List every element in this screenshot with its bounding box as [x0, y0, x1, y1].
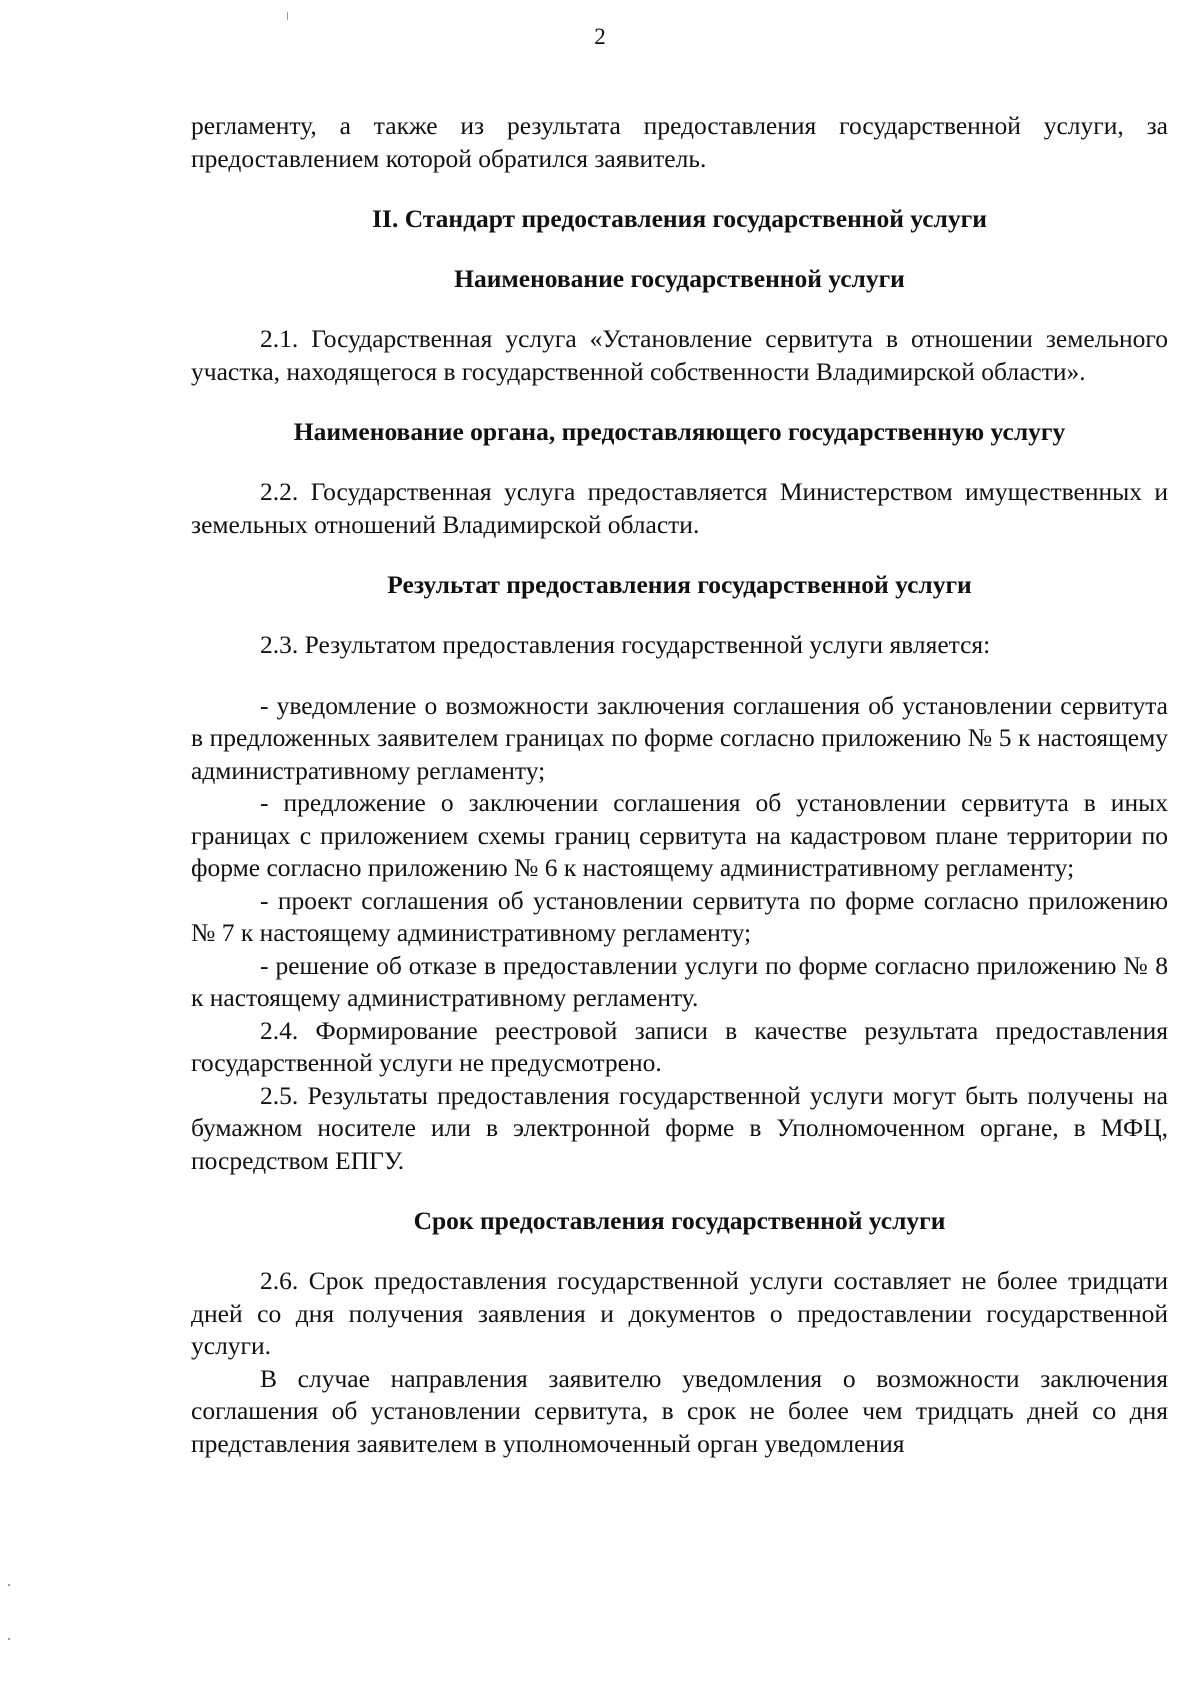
paragraph-2-6-continued: В случае направления заявителю уведомления о возможности заключения соглашения об установлении сервитута, в срок не более чем тридцать дней со дня представления заявителем в уполномоченный орган уведомления	[191, 1363, 1168, 1458]
scan-artifact	[8, 1638, 10, 1640]
list-item-draft-agreement: - проект соглашения об установлении сервитута по форме согласно приложению № 7 к настоящему административному регламенту;	[191, 885, 1168, 947]
paragraph-2-3: 2.3. Результатом предоставления государственной услуги является:	[260, 630, 991, 659]
scan-artifact	[8, 1584, 10, 1586]
paragraph-2-5: 2.5. Результаты предоставления государственной услуги могут быть получены на бумажном носителе или в электронной форме в Уполномоченном органе, в МФЦ, посредством ЕПГУ.	[191, 1080, 1168, 1175]
heading-result: Результат предоставления государственной услуги	[387, 570, 972, 599]
document-body	[191, 110, 1168, 1460]
paragraph-intro: регламенту, а также из результата предоставления государственной услуги, за предоставлением которой обратился заявитель.	[191, 111, 1168, 173]
paragraph-2-4: 2.4. Формирование реестровой записи в качестве результата предоставления государственной услуги не предусмотрено.	[191, 1015, 1168, 1077]
paragraph-2-2: 2.2. Государственная услуга предоставляется Министерством имущественных и земельных отношений Владимирской области.	[191, 477, 1168, 539]
heading-authority: Наименование органа, предоставляющего государственную услугу	[293, 417, 1066, 446]
section-title: II. Стандарт предоставления государственной услуги	[372, 204, 987, 233]
scan-artifact	[287, 12, 288, 20]
list-item-notice: - уведомление о возможности заключения соглашения об установлении сервитута в предложенных заявителем границах по форме согласно приложению № 5 к настоящему административному регламенту;	[191, 690, 1168, 785]
page-number: 2	[594, 24, 606, 49]
paragraph-2-1: 2.1. Государственная услуга «Установление сервитута в отношении земельного участка, находящегося в государственной собственности Владимирской области».	[191, 324, 1168, 386]
list-item-proposal: - предложение о заключении соглашения об установлении сервитута в иных границах с приложением схемы границ сервитута на кадастровом плане территории по форме согласно приложению № 6 к настоящему административному регламенту;	[191, 788, 1168, 882]
heading-term: Срок предоставления государственной услуги	[413, 1206, 946, 1235]
paragraph-2-6: 2.6. Срок предоставления государственной услуги составляет не более тридцати дней со дня получения заявления и документов о предоставлении государственной услуги.	[191, 1266, 1168, 1360]
heading-service-name: Наименование государственной услуги	[454, 264, 905, 293]
list-item-refusal: - решение об отказе в предоставлении услуги по форме согласно приложению № 8 к настоящему административному регламенту.	[191, 950, 1168, 1012]
